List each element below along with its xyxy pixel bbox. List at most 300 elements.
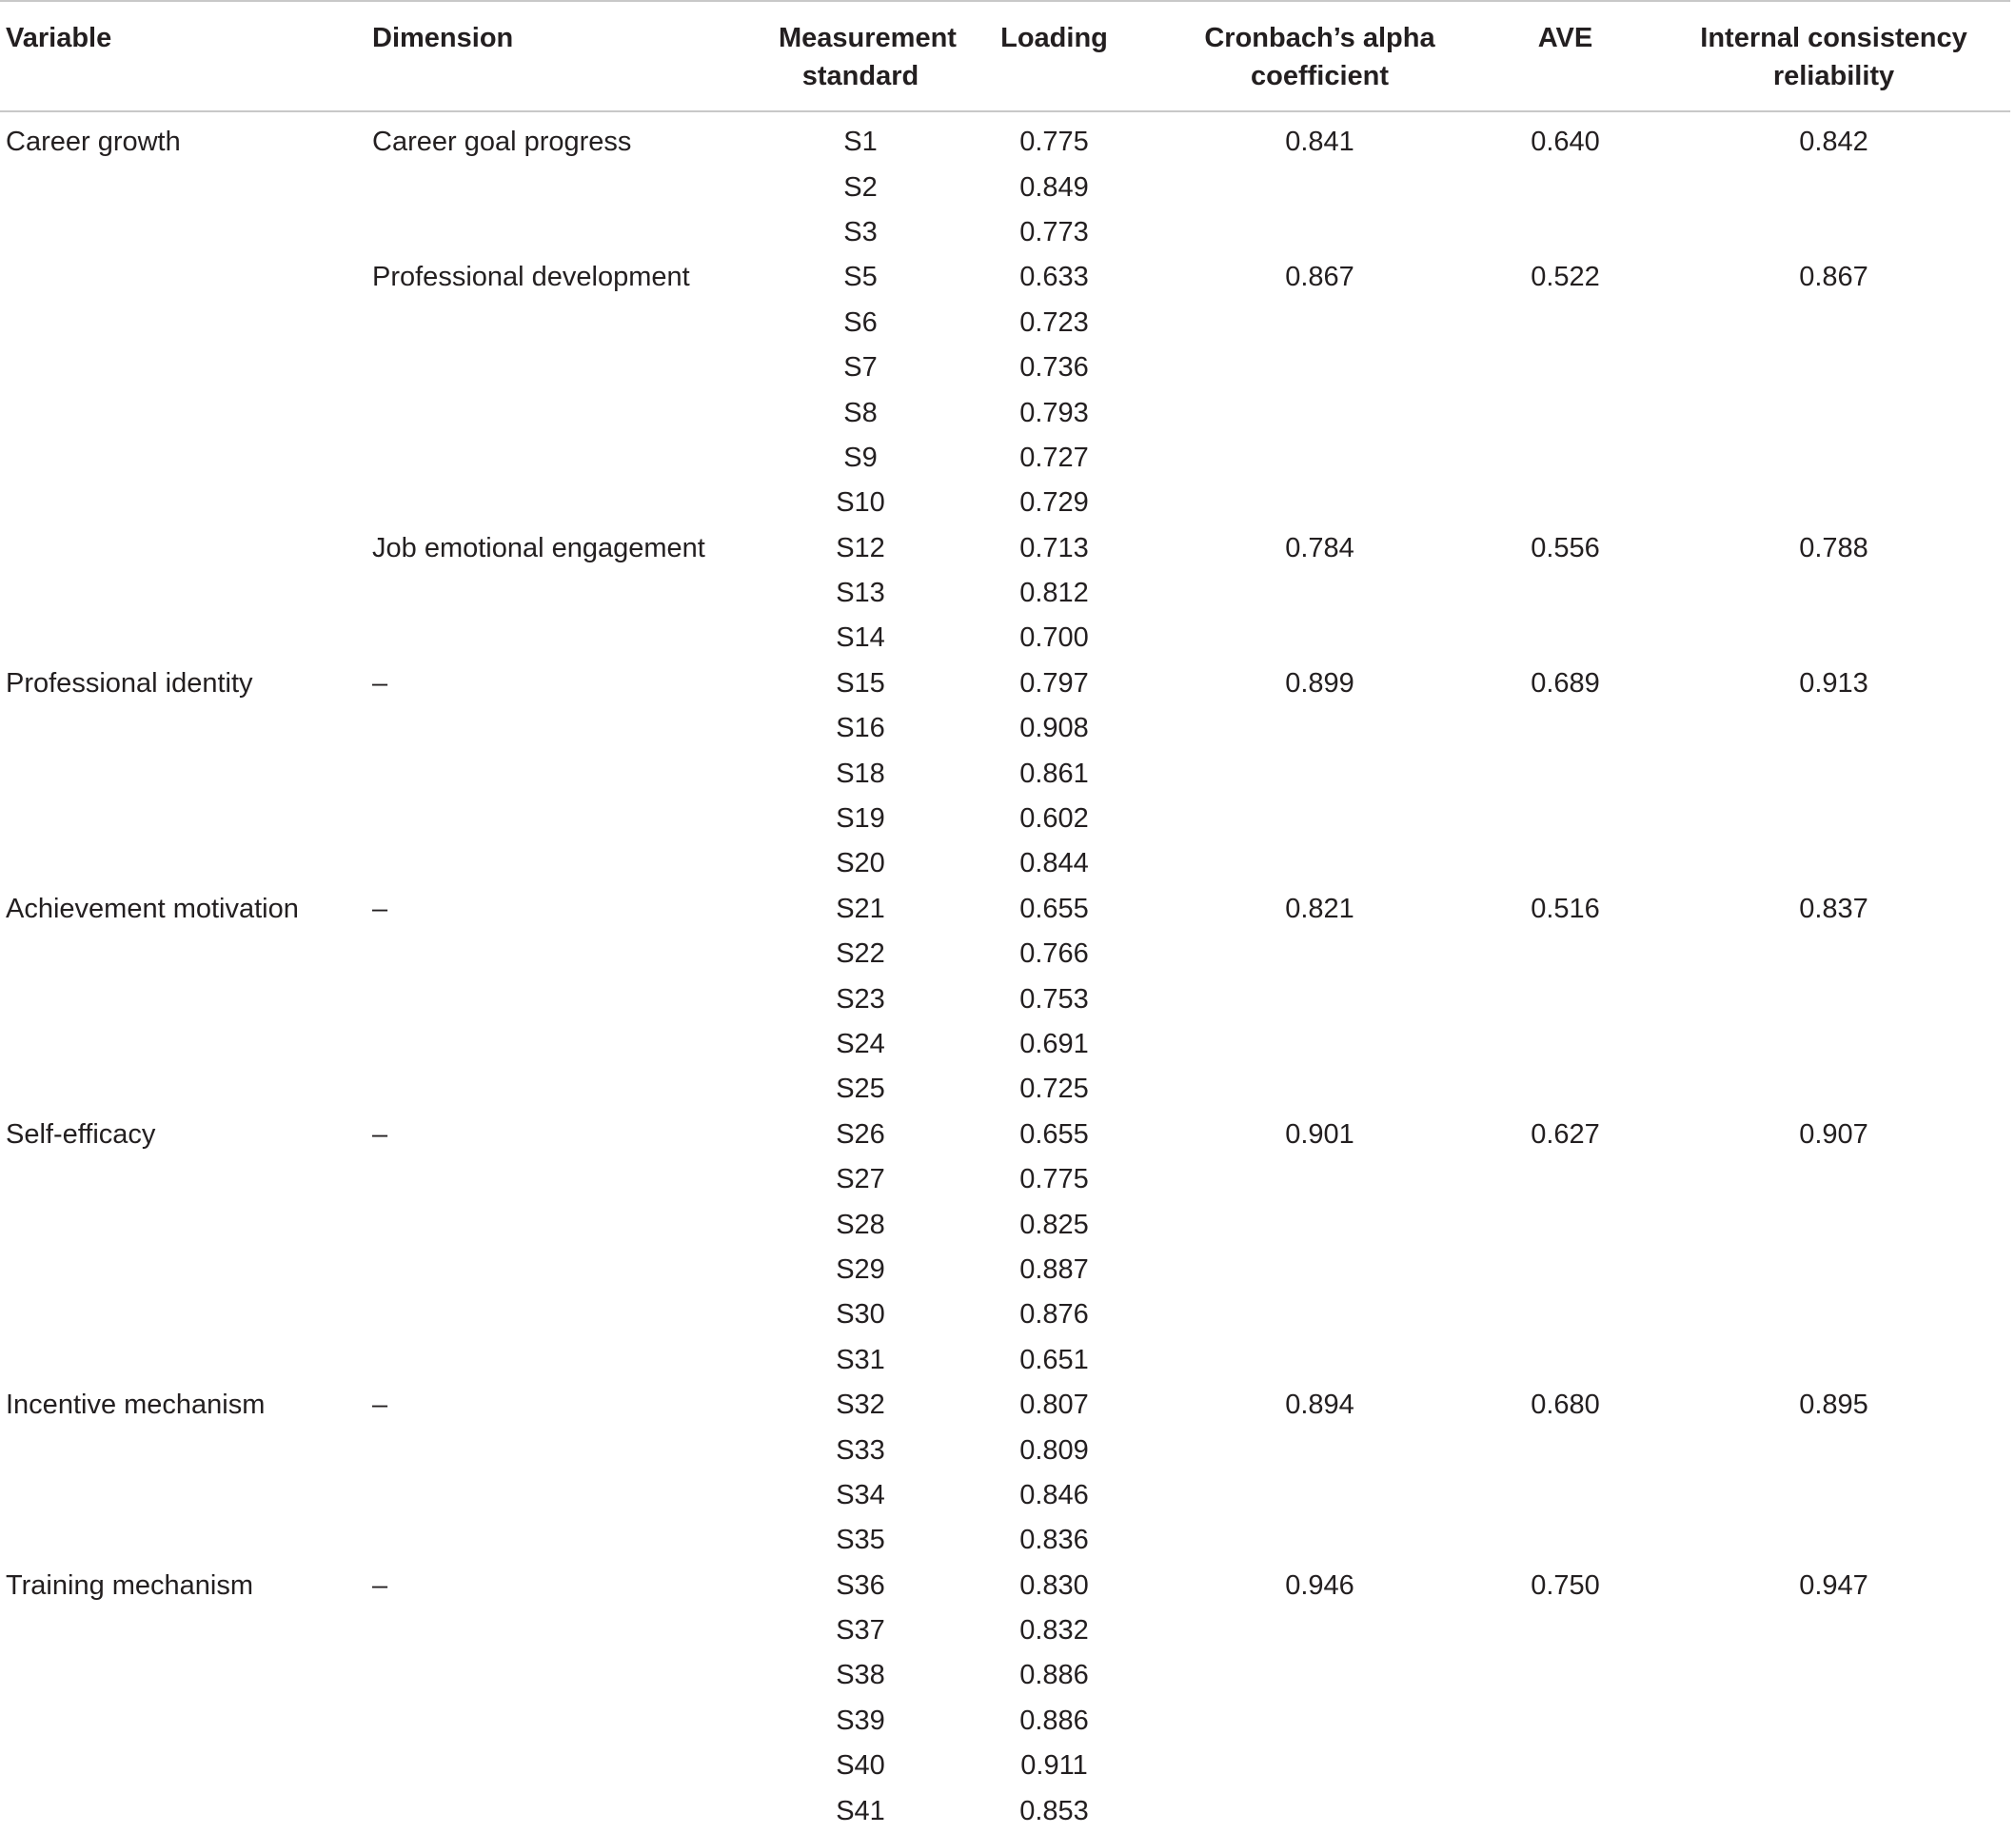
cell-ave: [1473, 1518, 1657, 1563]
cell-cronbach-alpha: [1166, 1788, 1473, 1833]
cell-cronbach-alpha: [1166, 1653, 1473, 1698]
cell-loading: 0.853: [1019, 1795, 1089, 1826]
cell-dimension: Job emotional engagement: [372, 532, 705, 563]
cell-ave: 0.750: [1531, 1569, 1600, 1601]
cell-measurement-standard: S19: [836, 803, 885, 835]
cell-variable: [0, 932, 366, 976]
cell-internal-consistency: [1657, 1744, 2010, 1788]
cell-variable: [0, 751, 366, 796]
cell-loading: 0.775: [1019, 127, 1089, 158]
cell-cronbach-alpha: [1166, 797, 1473, 841]
cell-dimension: [366, 210, 779, 255]
cell-internal-consistency: [1657, 976, 2010, 1021]
cell-ave: [1473, 301, 1657, 345]
cell-loading: 0.729: [1019, 487, 1089, 519]
cell-cronbach-alpha: [1166, 932, 1473, 976]
cell-ave: [1473, 706, 1657, 751]
header-internal-consistency: [1657, 1, 2010, 111]
cell-variable: [0, 1338, 366, 1383]
cell-internal-consistency: 0.907: [1799, 1118, 1868, 1150]
cell-variable: [0, 1653, 366, 1698]
cell-cronbach-alpha: [1166, 1248, 1473, 1292]
cell-internal-consistency: 0.947: [1799, 1569, 1868, 1601]
cell-internal-consistency: [1657, 751, 2010, 796]
table-row: [0, 841, 2010, 886]
cell-measurement-standard: S29: [836, 1253, 885, 1285]
cell-ave: [1473, 1338, 1657, 1383]
cell-ave: [1473, 751, 1657, 796]
cell-measurement-standard: S9: [843, 442, 878, 473]
cell-variable: [0, 526, 366, 571]
table-row: [0, 1338, 2010, 1383]
cell-internal-consistency: 0.837: [1799, 893, 1868, 924]
cell-measurement-standard: S7: [843, 352, 878, 384]
cell-internal-consistency: [1657, 301, 2010, 345]
table-row: [0, 571, 2010, 616]
cell-variable: [0, 1157, 366, 1202]
cell-dimension: [366, 390, 779, 435]
cell-measurement-standard: S37: [836, 1615, 885, 1647]
cell-cronbach-alpha: [1166, 1699, 1473, 1744]
cell-loading: 0.832: [1019, 1615, 1089, 1647]
table-row: [0, 616, 2010, 661]
cell-dimension: Career goal progress: [372, 127, 632, 158]
cell-measurement-standard: S40: [836, 1750, 885, 1782]
cell-dimension: [366, 571, 779, 616]
table-row: [0, 932, 2010, 976]
cell-cronbach-alpha: [1166, 1428, 1473, 1472]
table-row: [0, 1564, 2010, 1608]
cell-ave: [1473, 345, 1657, 390]
cell-ave: [1473, 1022, 1657, 1067]
cell-loading: 0.830: [1019, 1569, 1089, 1601]
cell-internal-consistency: [1657, 1067, 2010, 1112]
cell-ave: 0.689: [1531, 667, 1600, 699]
table-row: [0, 706, 2010, 751]
cell-loading: 0.691: [1019, 1029, 1089, 1059]
cell-loading: 0.849: [1019, 171, 1089, 203]
header-cronbach-alpha-line-1: Cronbach’s alpha: [1204, 23, 1435, 53]
cell-measurement-standard: S31: [836, 1344, 885, 1375]
table-row: [0, 1248, 2010, 1292]
cell-internal-consistency: [1657, 932, 2010, 976]
cell-measurement-standard: S33: [836, 1434, 885, 1466]
cell-measurement-standard: S20: [836, 848, 885, 879]
cell-dimension: [366, 165, 779, 209]
cell-measurement-standard: S5: [843, 262, 878, 293]
cell-ave: [1473, 1202, 1657, 1247]
cell-measurement-standard: S30: [836, 1299, 885, 1331]
cell-measurement-standard: S27: [836, 1164, 885, 1195]
cell-ave: 0.556: [1531, 532, 1600, 563]
table-row: [0, 1292, 2010, 1337]
cell-dimension: [366, 436, 779, 481]
table-row: [0, 345, 2010, 390]
cell-ave: [1473, 571, 1657, 616]
cell-ave: [1473, 210, 1657, 255]
table-row: [0, 1383, 2010, 1428]
cell-ave: [1473, 436, 1657, 481]
cell-measurement-standard: S6: [843, 306, 878, 338]
cell-internal-consistency: [1657, 1428, 2010, 1472]
table-row: [0, 797, 2010, 841]
table-row: [0, 111, 2010, 165]
cell-variable: [0, 255, 366, 300]
cell-cronbach-alpha: 0.901: [1285, 1118, 1354, 1150]
header-row: [0, 1, 2010, 111]
cell-variable: [0, 210, 366, 255]
cell-internal-consistency: [1657, 1248, 2010, 1292]
cell-variable: [0, 165, 366, 209]
cell-variable: [0, 1248, 366, 1292]
table-row: [0, 436, 2010, 481]
cell-loading: 0.825: [1019, 1209, 1089, 1240]
cell-variable: [0, 301, 366, 345]
cell-variable: Incentive mechanism: [6, 1390, 266, 1421]
cell-measurement-standard: S26: [836, 1118, 885, 1150]
cell-variable: [0, 1608, 366, 1653]
cell-internal-consistency: [1657, 210, 2010, 255]
cell-cronbach-alpha: [1166, 436, 1473, 481]
cell-cronbach-alpha: [1166, 210, 1473, 255]
cell-measurement-standard: S36: [836, 1569, 885, 1601]
cell-internal-consistency: [1657, 616, 2010, 661]
cell-measurement-standard: S21: [836, 893, 885, 924]
table-row: [0, 165, 2010, 209]
cell-measurement-standard: S2: [843, 171, 878, 203]
header-ave: AVE: [1537, 23, 1593, 53]
cell-loading: 0.766: [1019, 938, 1089, 970]
table-row: [0, 1788, 2010, 1833]
cell-loading: 0.727: [1019, 442, 1089, 473]
cell-cronbach-alpha: [1166, 1473, 1473, 1518]
cell-ave: [1473, 932, 1657, 976]
cell-ave: [1473, 1292, 1657, 1337]
cell-internal-consistency: [1657, 706, 2010, 751]
cell-dimension: [366, 616, 779, 661]
cell-ave: [1473, 1788, 1657, 1833]
cell-cronbach-alpha: 0.841: [1285, 127, 1354, 158]
cell-dimension: [366, 1653, 779, 1698]
cell-cronbach-alpha: [1166, 841, 1473, 886]
table-row: [0, 390, 2010, 435]
cell-internal-consistency: [1657, 1518, 2010, 1563]
header-cronbach-alpha-line-2: coefficient: [1250, 61, 1390, 91]
cell-ave: [1473, 1744, 1657, 1788]
cell-internal-consistency: [1657, 1157, 2010, 1202]
cell-dimension: Professional development: [372, 262, 690, 293]
cell-ave: [1473, 616, 1657, 661]
table-row: [0, 1653, 2010, 1698]
cell-ave: [1473, 841, 1657, 886]
cell-measurement-standard: S12: [836, 532, 885, 563]
table-row: [0, 751, 2010, 796]
cell-dimension: [366, 481, 779, 525]
cell-cronbach-alpha: [1166, 1608, 1473, 1653]
cell-ave: [1473, 1428, 1657, 1472]
cell-internal-consistency: 0.895: [1799, 1390, 1868, 1421]
cell-cronbach-alpha: 0.821: [1285, 893, 1354, 924]
cell-cronbach-alpha: [1166, 751, 1473, 796]
table-row: [0, 1699, 2010, 1744]
cell-dimension: [366, 1248, 779, 1292]
cell-variable: [0, 481, 366, 525]
cell-variable: Self-efficacy: [6, 1118, 156, 1150]
cell-loading: 0.713: [1019, 532, 1089, 563]
cell-cronbach-alpha: [1166, 481, 1473, 525]
cell-internal-consistency: [1657, 345, 2010, 390]
cell-measurement-standard: S39: [836, 1705, 885, 1736]
cell-loading: 0.861: [1019, 758, 1089, 789]
cell-variable: [0, 706, 366, 751]
cell-loading: 0.775: [1019, 1164, 1089, 1195]
cell-measurement-standard: S3: [843, 216, 878, 247]
cell-variable: Career growth: [6, 127, 181, 158]
cell-internal-consistency: 0.788: [1799, 532, 1868, 563]
cell-variable: [0, 976, 366, 1021]
cell-dimension: [366, 976, 779, 1021]
cell-dimension: –: [372, 667, 388, 699]
cell-cronbach-alpha: [1166, 165, 1473, 209]
cell-internal-consistency: [1657, 1202, 2010, 1247]
header-dimension: Dimension: [372, 23, 514, 53]
cell-loading: 0.655: [1019, 893, 1089, 924]
table-row: [0, 976, 2010, 1021]
cell-loading: 0.773: [1019, 216, 1089, 247]
cell-loading: 0.725: [1019, 1074, 1089, 1105]
cell-loading: 0.844: [1019, 848, 1089, 879]
cell-internal-consistency: [1657, 1788, 2010, 1833]
table-row: [0, 1022, 2010, 1067]
cell-loading: 0.908: [1019, 713, 1089, 744]
header-measurement-standard-line-1: Measurement: [779, 23, 957, 53]
header-variable: Variable: [6, 23, 112, 53]
cell-dimension: [366, 1428, 779, 1472]
cell-dimension: [366, 1292, 779, 1337]
cell-measurement-standard: S10: [836, 487, 885, 519]
cell-variable: [0, 1744, 366, 1788]
cell-measurement-standard: S23: [836, 983, 885, 1015]
cell-variable: [0, 1022, 366, 1067]
cell-loading: 0.797: [1019, 667, 1089, 699]
table-row: [0, 1744, 2010, 1788]
cell-ave: [1473, 1653, 1657, 1698]
cell-dimension: [366, 345, 779, 390]
table-row: [0, 255, 2010, 300]
cell-ave: [1473, 481, 1657, 525]
cell-internal-consistency: [1657, 1608, 2010, 1653]
table-row: [0, 481, 2010, 525]
cell-internal-consistency: [1657, 1022, 2010, 1067]
cell-measurement-standard: S34: [836, 1479, 885, 1510]
cell-measurement-standard: S25: [836, 1074, 885, 1105]
cell-internal-consistency: [1657, 1473, 2010, 1518]
cell-variable: Training mechanism: [6, 1569, 254, 1601]
cell-dimension: –: [372, 1569, 388, 1601]
cell-variable: [0, 1788, 366, 1833]
cell-ave: [1473, 1473, 1657, 1518]
cell-dimension: [366, 751, 779, 796]
cell-dimension: [366, 932, 779, 976]
cell-measurement-standard: S15: [836, 667, 885, 699]
cell-internal-consistency: 0.842: [1799, 127, 1868, 158]
cell-cronbach-alpha: [1166, 976, 1473, 1021]
cell-cronbach-alpha: [1166, 1744, 1473, 1788]
cell-cronbach-alpha: [1166, 1338, 1473, 1383]
cell-variable: [0, 571, 366, 616]
cell-ave: [1473, 390, 1657, 435]
cell-measurement-standard: S22: [836, 938, 885, 970]
cell-internal-consistency: 0.913: [1799, 667, 1868, 699]
cell-cronbach-alpha: 0.784: [1285, 532, 1354, 563]
cell-measurement-standard: S24: [836, 1029, 885, 1059]
table-row: [0, 1202, 2010, 1247]
cell-variable: [0, 390, 366, 435]
cell-dimension: [366, 1608, 779, 1653]
cell-internal-consistency: [1657, 481, 2010, 525]
cell-variable: [0, 436, 366, 481]
cell-ave: [1473, 1157, 1657, 1202]
cell-dimension: –: [372, 1390, 388, 1421]
table-row: [0, 887, 2010, 932]
cell-dimension: [366, 1699, 779, 1744]
cell-dimension: [366, 1338, 779, 1383]
cell-loading: 0.886: [1019, 1705, 1089, 1736]
cell-cronbach-alpha: [1166, 1157, 1473, 1202]
cell-variable: [0, 1067, 366, 1112]
cell-measurement-standard: S32: [836, 1390, 885, 1421]
cell-loading: 0.809: [1019, 1434, 1089, 1466]
cell-internal-consistency: [1657, 390, 2010, 435]
header-measurement-standard-line-2: standard: [801, 61, 919, 91]
cell-dimension: –: [372, 1118, 388, 1150]
table-row: [0, 1157, 2010, 1202]
cell-dimension: [366, 1067, 779, 1112]
table-row: [0, 1067, 2010, 1112]
cell-ave: [1473, 1248, 1657, 1292]
cell-loading: 0.807: [1019, 1390, 1089, 1421]
cell-dimension: [366, 706, 779, 751]
cell-measurement-standard: S16: [836, 713, 885, 744]
cell-cronbach-alpha: [1166, 1022, 1473, 1067]
cell-loading: 0.723: [1019, 306, 1089, 338]
table-row: [0, 301, 2010, 345]
table-row: [0, 1608, 2010, 1653]
cell-internal-consistency: [1657, 797, 2010, 841]
cell-measurement-standard: S41: [836, 1795, 885, 1826]
cell-cronbach-alpha: [1166, 1292, 1473, 1337]
cell-loading: 0.887: [1019, 1253, 1089, 1285]
cell-cronbach-alpha: [1166, 1067, 1473, 1112]
cell-loading: 0.655: [1019, 1118, 1089, 1150]
header-internal-consistency-line-2: reliability: [1772, 61, 1895, 91]
cell-dimension: [366, 1788, 779, 1833]
cell-measurement-standard: S1: [843, 127, 878, 158]
table-row: [0, 1473, 2010, 1518]
cell-dimension: [366, 1157, 779, 1202]
cell-dimension: [366, 1022, 779, 1067]
table-header: [0, 1, 2010, 111]
cell-ave: [1473, 165, 1657, 209]
cell-variable: Professional identity: [6, 667, 253, 699]
cell-loading: 0.886: [1019, 1660, 1089, 1691]
cell-measurement-standard: S38: [836, 1660, 885, 1691]
cell-variable: [0, 1428, 366, 1472]
cell-cronbach-alpha: [1166, 345, 1473, 390]
cell-loading: 0.846: [1019, 1479, 1089, 1510]
cell-cronbach-alpha: 0.946: [1285, 1569, 1354, 1601]
cell-dimension: [366, 841, 779, 886]
cell-dimension: [366, 1473, 779, 1518]
cell-internal-consistency: [1657, 1292, 2010, 1337]
cell-variable: [0, 1292, 366, 1337]
cell-dimension: [366, 797, 779, 841]
cell-internal-consistency: [1657, 571, 2010, 616]
cell-cronbach-alpha: 0.894: [1285, 1390, 1354, 1421]
cell-measurement-standard: S18: [836, 758, 885, 789]
cell-internal-consistency: [1657, 1338, 2010, 1383]
cell-internal-consistency: [1657, 165, 2010, 209]
cell-variable: [0, 797, 366, 841]
cell-loading: 0.876: [1019, 1299, 1089, 1331]
cell-variable: [0, 841, 366, 886]
cell-loading: 0.793: [1019, 397, 1089, 428]
cell-cronbach-alpha: 0.899: [1285, 667, 1354, 699]
cell-ave: [1473, 797, 1657, 841]
cell-cronbach-alpha: [1166, 616, 1473, 661]
cell-internal-consistency: 0.867: [1799, 262, 1868, 293]
cell-cronbach-alpha: [1166, 1518, 1473, 1563]
cell-ave: [1473, 976, 1657, 1021]
cell-measurement-standard: S35: [836, 1525, 885, 1556]
header-internal-consistency-line-1: Internal consistency: [1700, 23, 1967, 53]
cell-measurement-standard: S28: [836, 1209, 885, 1240]
cell-ave: [1473, 1608, 1657, 1653]
cell-cronbach-alpha: [1166, 571, 1473, 616]
cell-dimension: [366, 301, 779, 345]
cell-variable: [0, 1473, 366, 1518]
cell-ave: 0.516: [1531, 893, 1600, 924]
cell-measurement-standard: S13: [836, 578, 885, 609]
cell-variable: [0, 1202, 366, 1247]
cell-ave: [1473, 1699, 1657, 1744]
table-row: [0, 1113, 2010, 1157]
cell-internal-consistency: [1657, 1653, 2010, 1698]
cell-dimension: [366, 1744, 779, 1788]
table-body: [0, 111, 2010, 1834]
header-cronbach-alpha: [1166, 1, 1473, 111]
cell-cronbach-alpha: [1166, 390, 1473, 435]
cell-variable: [0, 1518, 366, 1563]
cell-measurement-standard: S8: [843, 397, 878, 428]
cell-loading: 0.753: [1019, 983, 1089, 1015]
cell-ave: 0.680: [1531, 1390, 1600, 1421]
cell-variable: [0, 1699, 366, 1744]
cell-variable: [0, 616, 366, 661]
cell-internal-consistency: [1657, 841, 2010, 886]
cell-loading: 0.736: [1019, 352, 1089, 384]
header-measurement-standard: [779, 1, 957, 111]
cell-dimension: –: [372, 893, 388, 924]
cell-internal-consistency: [1657, 436, 2010, 481]
cell-cronbach-alpha: [1166, 301, 1473, 345]
cell-variable: [0, 345, 366, 390]
cell-loading: 0.700: [1019, 622, 1089, 654]
cell-dimension: [366, 1518, 779, 1563]
cell-dimension: [366, 1202, 779, 1247]
cell-ave: 0.640: [1531, 127, 1600, 158]
table-row: [0, 661, 2010, 706]
